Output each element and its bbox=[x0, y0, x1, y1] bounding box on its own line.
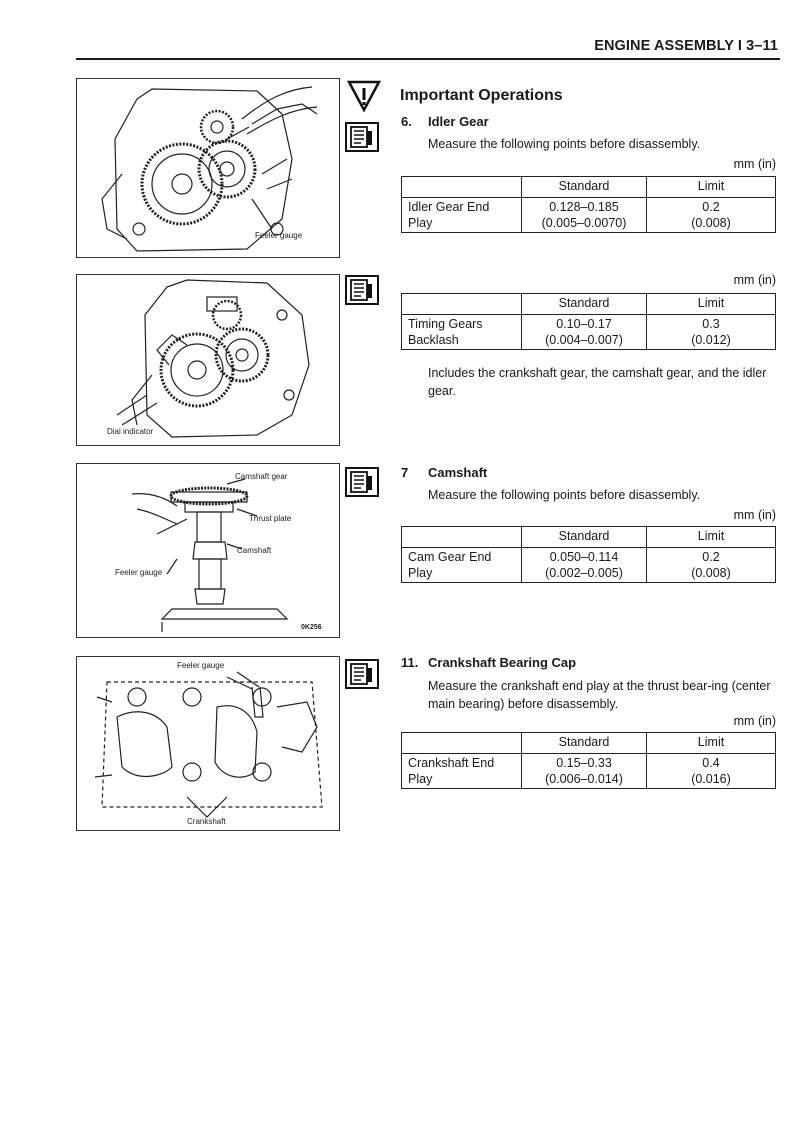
section-intro: Measure the following points before disassembly. bbox=[428, 488, 701, 502]
manual-book-icon bbox=[345, 467, 379, 497]
standard-cell: 0.050–0.114 (0.002–0.005) bbox=[522, 548, 647, 583]
header-cell-limit: Limit bbox=[647, 527, 776, 548]
label-feeler-gauge: Feeler gauge bbox=[115, 568, 163, 577]
page-header-title: ENGINE ASSEMBLY I 3–11 bbox=[594, 38, 778, 54]
limit-cell: 0.4 (0.016) bbox=[647, 754, 776, 789]
spec-table-crankshaft bbox=[401, 732, 776, 789]
unit-label: mm (in) bbox=[733, 273, 776, 287]
header-cell-standard: Standard bbox=[522, 177, 647, 198]
limit-cell: 0.2 (0.008) bbox=[647, 548, 776, 583]
header-cell-limit: Limit bbox=[647, 733, 776, 754]
table-row bbox=[402, 198, 776, 233]
header-cell-standard: Standard bbox=[522, 294, 647, 315]
standard-cell: 0.15–0.33 (0.006–0.014) bbox=[522, 754, 647, 789]
section-number: 7 bbox=[401, 465, 409, 480]
standard-cell: 0.128–0.185 (0.005–0.0070) bbox=[522, 198, 647, 233]
header-cell-blank bbox=[402, 527, 522, 548]
spec-table-idler-gear bbox=[401, 176, 776, 233]
header-cell-limit: Limit bbox=[647, 294, 776, 315]
figure-crankshaft bbox=[76, 656, 340, 831]
unit-label: mm (in) bbox=[733, 508, 776, 522]
label-thrust-plate: Thrust plate bbox=[249, 514, 292, 523]
table-header-row bbox=[402, 294, 776, 315]
unit-label: mm (in) bbox=[733, 714, 776, 728]
unit-label: mm (in) bbox=[733, 157, 776, 171]
section-title: Camshaft bbox=[428, 465, 488, 480]
header-cell-blank bbox=[402, 733, 522, 754]
section-intro: Measure the following points before disassembly. bbox=[428, 137, 701, 151]
manual-book-icon bbox=[345, 275, 379, 305]
item-cell: Idler Gear End Play bbox=[402, 198, 522, 233]
table-row bbox=[402, 548, 776, 583]
figure-caption: Dial indicator bbox=[107, 427, 154, 436]
table-row bbox=[402, 315, 776, 350]
timing-gears-illustration bbox=[77, 275, 339, 445]
figure-camshaft bbox=[76, 463, 340, 638]
camshaft-illustration bbox=[77, 464, 339, 637]
table-header-row bbox=[402, 733, 776, 754]
section-intro: Measure the crankshaft end play at the thrust bear-ing (center main bearing) before disassembly. bbox=[428, 679, 771, 711]
warning-triangle-icon bbox=[347, 80, 381, 112]
label-crankshaft: Crankshaft bbox=[187, 817, 226, 826]
spec-table-timing-gears bbox=[401, 293, 776, 350]
limit-cell: 0.3 (0.012) bbox=[647, 315, 776, 350]
standard-cell: 0.10–0.17 (0.004–0.007) bbox=[522, 315, 647, 350]
section-note: Includes the crankshaft gear, the camshaft gear, and the idler gear. bbox=[428, 366, 767, 398]
figure-idler-gear bbox=[76, 78, 340, 258]
spec-table-camshaft bbox=[401, 526, 776, 583]
section-number: 6. bbox=[401, 114, 412, 129]
header-cell-standard: Standard bbox=[522, 733, 647, 754]
label-camshaft-gear: Camshaft gear bbox=[235, 472, 288, 481]
item-cell: Crankshaft End Play bbox=[402, 754, 522, 789]
header-cell-limit: Limit bbox=[647, 177, 776, 198]
header-rule bbox=[76, 58, 780, 60]
limit-cell: 0.2 (0.008) bbox=[647, 198, 776, 233]
header-cell-standard: Standard bbox=[522, 527, 647, 548]
crankshaft-illustration bbox=[77, 657, 339, 830]
label-feeler-gauge: Feeler gauge bbox=[177, 661, 225, 670]
table-header-row bbox=[402, 527, 776, 548]
section-number: 11. bbox=[401, 655, 419, 670]
item-cell: Cam Gear End Play bbox=[402, 548, 522, 583]
header-cell-blank bbox=[402, 294, 522, 315]
header-cell-blank bbox=[402, 177, 522, 198]
manual-book-icon bbox=[345, 659, 379, 689]
table-header-row bbox=[402, 177, 776, 198]
important-operations-title: Important Operations bbox=[400, 87, 563, 104]
table-row bbox=[402, 754, 776, 789]
label-camshaft: Camshaft bbox=[237, 546, 272, 555]
figure-caption: Feeler gauge bbox=[255, 231, 303, 240]
figure-code: 0K256 bbox=[301, 624, 322, 631]
manual-book-icon bbox=[345, 122, 379, 152]
figure-timing-gears bbox=[76, 274, 340, 446]
item-cell: Timing Gears Backlash bbox=[402, 315, 522, 350]
section-title: Crankshaft Bearing Cap bbox=[428, 655, 577, 670]
section-title: Idler Gear bbox=[428, 114, 489, 129]
